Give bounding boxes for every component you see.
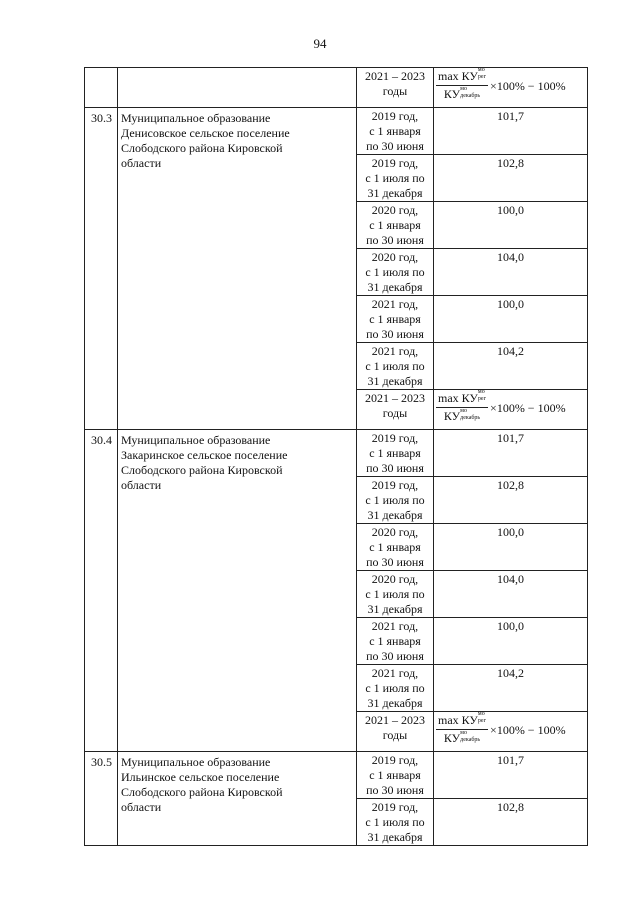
period-line: с 1 июля по (365, 265, 425, 279)
municipality-name-line: области (121, 800, 162, 814)
formula-cell (434, 68, 588, 108)
period-line: 2019 год, (371, 109, 419, 123)
period-line: по 30 июня (366, 233, 424, 247)
denominator-sub: декабрь (460, 414, 481, 421)
period-cell (357, 343, 434, 390)
period-line: 31 декабря (367, 696, 423, 710)
numerator-sub: рег (477, 718, 487, 725)
numerator-main: max КУ (438, 713, 478, 727)
growth-formula (436, 67, 586, 103)
period-line: с 1 июля по (365, 681, 425, 695)
formula-fraction (436, 389, 488, 425)
period-line: 2019 год, (371, 156, 419, 170)
period-line: 2021 год, (371, 619, 419, 633)
municipality-name-line: Слободского района Кировской (121, 141, 283, 155)
period-line: 31 декабря (367, 186, 423, 200)
period-line: 2021 – 2023 (365, 713, 425, 727)
period-line: 2019 год, (371, 478, 419, 492)
period-cell (357, 752, 434, 799)
growth-value: 102,8 (434, 799, 588, 846)
page-number: 94 (313, 36, 327, 51)
entry-number: 30.3 (85, 108, 118, 430)
growth-value: 104,2 (434, 343, 588, 390)
period-line: с 1 января (369, 124, 421, 138)
denominator-sub: декабрь (460, 92, 481, 99)
period-cell (357, 68, 434, 108)
formula-multiplier: ×100% − 100% (490, 722, 566, 737)
table-row (85, 68, 588, 108)
period-line: 2021 год, (371, 666, 419, 680)
period-line: 2020 год, (371, 525, 419, 539)
empty-number-cell (85, 68, 118, 108)
denominator-sup: мо (460, 85, 467, 92)
growth-value: 100,0 (434, 524, 588, 571)
period-cell (357, 108, 434, 155)
period-line: 2019 год, (371, 753, 419, 767)
period-line: годы (382, 84, 408, 98)
growth-value: 104,0 (434, 249, 588, 296)
period-line: 2020 год, (371, 572, 419, 586)
formula-fraction (436, 67, 488, 103)
period-line: с 1 января (369, 446, 421, 460)
growth-value: 101,7 (434, 752, 588, 799)
formula-fraction (436, 711, 488, 747)
period-line: 2019 год, (371, 431, 419, 445)
numerator-sup: мо (477, 389, 485, 396)
period-line: 2021 – 2023 (365, 69, 425, 83)
growth-value: 101,7 (434, 430, 588, 477)
period-line: годы (382, 728, 408, 742)
table-row (85, 430, 588, 477)
formula-multiplier: ×100% − 100% (490, 400, 566, 415)
period-line: по 30 июня (366, 139, 424, 153)
denominator-indices (460, 408, 480, 422)
denominator-indices (460, 86, 480, 100)
municipality-name-line: области (121, 156, 162, 170)
formula-denominator (442, 408, 482, 424)
numerator-main: max КУ (438, 69, 478, 83)
period-cell (357, 430, 434, 477)
period-cell (357, 524, 434, 571)
numerator-main: max КУ (438, 391, 478, 405)
period-line: 31 декабря (367, 830, 423, 844)
table-row (85, 108, 588, 155)
period-line: с 1 июля по (365, 587, 425, 601)
period-line: с 1 января (369, 634, 421, 648)
period-line: с 1 января (369, 312, 421, 326)
period-cell (357, 712, 434, 752)
period-cell (357, 477, 434, 524)
period-line: 2021 год, (371, 344, 419, 358)
growth-value: 100,0 (434, 618, 588, 665)
period-line: 2020 год, (371, 203, 419, 217)
denominator-indices (460, 730, 480, 744)
municipality-name-line: Муниципальное образование (121, 755, 271, 769)
period-line: 2021 – 2023 (365, 391, 425, 405)
period-line: с 1 июля по (365, 493, 425, 507)
formula-multiplier: ×100% − 100% (490, 78, 566, 93)
growth-value: 104,0 (434, 571, 588, 618)
period-cell (357, 155, 434, 202)
growth-value: 102,8 (434, 155, 588, 202)
period-line: с 1 июля по (365, 359, 425, 373)
growth-formula (436, 711, 586, 747)
numerator-indices (478, 389, 486, 403)
period-line: 2019 год, (371, 800, 419, 814)
period-line: по 30 июня (366, 649, 424, 663)
period-line: с 1 июля по (365, 171, 425, 185)
empty-name-cell (118, 68, 357, 108)
numerator-sub: рег (477, 74, 487, 81)
formula-numerator (436, 389, 488, 408)
entry-number: 30.5 (85, 752, 118, 846)
numerator-indices (478, 67, 486, 81)
growth-value: 102,8 (434, 477, 588, 524)
municipality-name-line: Ильинское сельское поселение (121, 770, 280, 784)
growth-formula (436, 389, 586, 425)
municipality-name-line: области (121, 478, 162, 492)
growth-value: 100,0 (434, 202, 588, 249)
growth-value: 104,2 (434, 665, 588, 712)
period-line: по 30 июня (366, 461, 424, 475)
denominator-sup: мо (460, 407, 467, 414)
numerator-sup: мо (477, 67, 485, 74)
numerator-indices (478, 711, 486, 725)
growth-value: 100,0 (434, 296, 588, 343)
denominator-sup: мо (460, 729, 467, 736)
period-line: годы (382, 406, 408, 420)
period-line: 31 декабря (367, 374, 423, 388)
growth-value: 101,7 (434, 108, 588, 155)
period-cell (357, 390, 434, 430)
period-cell (357, 571, 434, 618)
period-cell (357, 202, 434, 249)
denominator-sub: декабрь (460, 736, 481, 743)
municipality-name (118, 430, 357, 752)
period-line: по 30 июня (366, 555, 424, 569)
table-row (85, 752, 588, 799)
municipality-name-line: Слободского района Кировской (121, 463, 283, 477)
period-line: 2020 год, (371, 250, 419, 264)
formula-cell (434, 390, 588, 430)
entry-number: 30.4 (85, 430, 118, 752)
numerator-sub: рег (477, 396, 487, 403)
denominator-main: КУ (443, 409, 461, 424)
denominator-main: КУ (443, 731, 461, 746)
tariff-table (84, 67, 588, 846)
period-cell (357, 799, 434, 846)
numerator-sup: мо (477, 711, 485, 718)
municipality-name-line: Слободского района Кировской (121, 785, 283, 799)
denominator-main: КУ (443, 87, 461, 102)
period-line: по 30 июня (366, 327, 424, 341)
municipality-name (118, 108, 357, 430)
formula-numerator (436, 67, 488, 86)
period-line: 31 декабря (367, 280, 423, 294)
period-line: с 1 июля по (365, 815, 425, 829)
period-line: с 1 января (369, 768, 421, 782)
period-line: 2021 год, (371, 297, 419, 311)
period-line: 31 декабря (367, 602, 423, 616)
formula-denominator (442, 86, 482, 102)
municipality-name (118, 752, 357, 846)
formula-cell (434, 712, 588, 752)
period-line: по 30 июня (366, 783, 424, 797)
period-line: с 1 января (369, 218, 421, 232)
period-line: 31 декабря (367, 508, 423, 522)
period-cell (357, 296, 434, 343)
period-cell (357, 618, 434, 665)
formula-numerator (436, 711, 488, 730)
period-cell (357, 249, 434, 296)
formula-denominator (442, 730, 482, 746)
period-cell (357, 665, 434, 712)
municipality-name-line: Муниципальное образование (121, 433, 271, 447)
municipality-name-line: Муниципальное образование (121, 111, 271, 125)
municipality-name-line: Денисовское сельское поселение (121, 126, 290, 140)
period-line: с 1 января (369, 540, 421, 554)
municipality-name-line: Закаринское сельское поселение (121, 448, 288, 462)
